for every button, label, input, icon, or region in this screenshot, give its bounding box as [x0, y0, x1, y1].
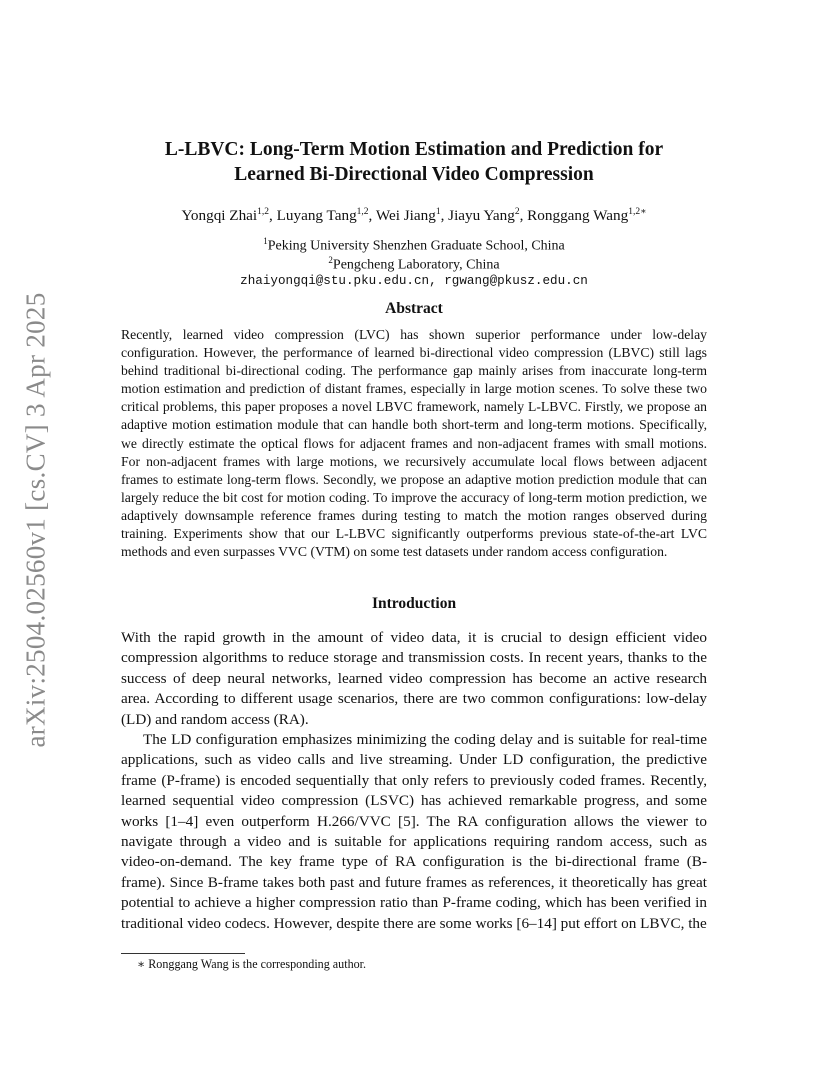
affiliation-2 — [100, 255, 728, 274]
author-name: Ronggang Wang — [527, 207, 629, 225]
author-affiliation-mark: 1,2∗ — [628, 207, 647, 217]
introduction-heading: Introduction — [371, 595, 457, 612]
author-name: Wei Jiang — [375, 207, 436, 225]
affiliation-text: Pengcheng Laboratory, China — [332, 257, 500, 273]
paper-title — [100, 137, 728, 187]
abstract-text: Recently, learned video compression (LVC) has shown superior performance under low-delay configuration. However, the performance of learned bi-directional video compression (LBVC) still lags behind traditional bi-directional coding. The performance gap mainly arises from inaccurate long-term motion estimation and prediction of distant frames, especially in large motion scenes. To solve these two critical problems, this paper proposes a novel LBVC framework, namely L-LBVC. Firstly, we propose an adaptive motion estimation module that can handle both short-term and long-term motions. Specifically, we directly estimate the optical flows for adjacent frames and non-adjacent frames with small motions. For non-adjacent frames with large motions, we recursively accumulate local flows between adjacent frames to estimate long-term flows. Secondly, we propose an adaptive motion prediction module that can largely reduce the bit cost for motion coding. To improve the accuracy of long-term motion prediction, we adaptively downsample reference frames during testing to match the motion ranges observed during training. Experiments show that our L-LBVC significantly outperforms previous state-of-the-art LVC methods and even surpasses VVC (VTM) on some test datasets under random access configuration. — [121, 327, 707, 560]
title-line-2: Learned Bi-Directional Video Compression — [234, 164, 594, 185]
author-name: Jiayu Yang — [448, 207, 515, 225]
author-list: Yongqi Zhai$^{1,2}$, Luyang Tang$^{1,2}$, Wei Jiang$^1$, Jiayu Yang$^2$, Ronggang Wang$^{1,2∗}$ — [181, 207, 647, 225]
affiliation-mark: 1 — [263, 236, 268, 246]
author-affiliation-mark: 1 — [435, 207, 441, 217]
abstract-heading: Abstract — [385, 300, 443, 317]
affiliation-mark: 2 — [328, 255, 333, 265]
intro-paragraph-2: The LD configuration emphasizes minimizing the coding delay and is suitable for real-time applications, such as video calls and live streaming. Under LD configuration, the predictive frame (P-frame) is encoded sequentially that only refers to previously coded frames. Recently, learned sequential video compression (LSVC) has achieved remarkable progress, and some works [1–4] even outperform H.266/VVC [5]. The RA configuration allows the viewer to navigate through a video and is suitable for applications requiring random access, such as video-on-demand. The key frame type of RA configuration is the bi-directional frame (B-frame). Since B-frame takes both past and future frames as references, it theoretically has great potential to achieve a higher compression ratio than P-frame coding, which has been verified in traditional video codecs. However, despite there are some works [6–14] put effort on LBVC, the — [121, 731, 707, 932]
footnote-divider — [121, 953, 245, 954]
intro-paragraph-1: With the rapid growth in the amount of video data, it is crucial to design efficient video compression algorithms to reduce storage and transmission costs. In recent years, thanks to the success of deep neural networks, learned video compression has become an active research area. According to different usage scenarios, there are two common configurations: low-delay (LD) and random access (RA). — [121, 629, 707, 728]
author-name: Yongqi Zhai — [181, 207, 258, 225]
author-affiliation-mark: 1,2 — [356, 207, 369, 217]
author-affiliation-mark: 1,2 — [257, 207, 270, 217]
arxiv-identifier: arXiv:2504.02560v1 [cs.CV] 3 Apr 2025 — [20, 292, 51, 748]
author-affiliation-mark: 2 — [514, 207, 520, 217]
author-emails: zhaiyongqi@stu.pku.edu.cn, rgwang@pkusz.edu.cn — [240, 274, 588, 288]
title-line-1: L-LBVC: Long-Term Motion Estimation and Prediction for — [164, 139, 664, 160]
author-name: Luyang Tang — [276, 207, 357, 225]
affiliation-1 — [100, 236, 728, 255]
footnote: ∗ Ronggang Wang is the corresponding author. — [137, 957, 367, 971]
affiliation-text: Peking University Shenzhen Graduate School, China — [267, 238, 565, 254]
